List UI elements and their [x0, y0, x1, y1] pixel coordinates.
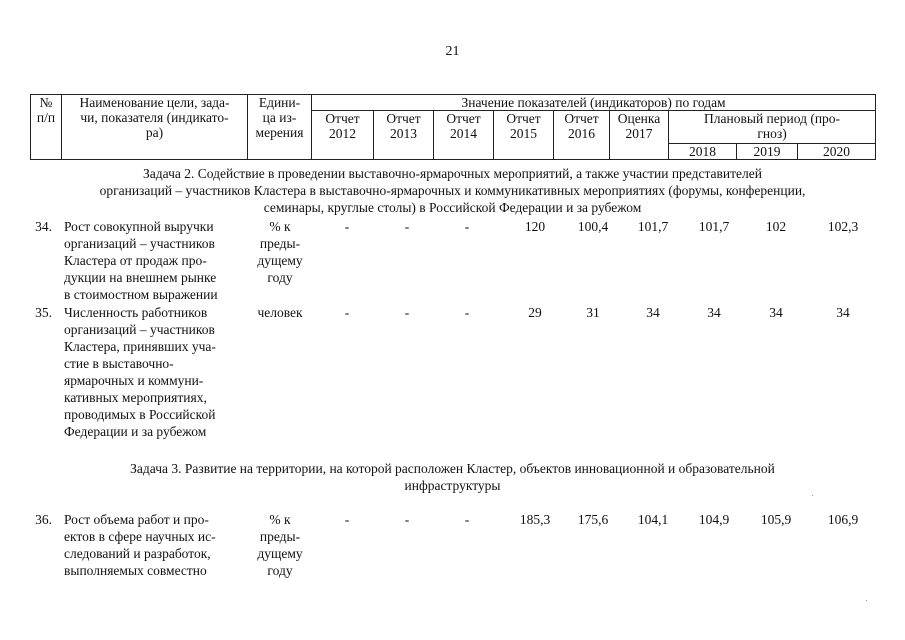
task-2-heading: Задача 2. Содействие в проведении выставочно-ярмарочных мероприятий, а также участии представителей организаций – участников Кластера в выставочно-ярмарочных и коммуникативных мероприятиях (форумы, конференции, семинары, круглые столы) в Российской Федерации и за рубежом	[99, 166, 806, 215]
value-2014: -	[464, 512, 470, 527]
row-indicator-name: Рост совокупной выручки организаций – участников Кластера от продаж про- дукции на внешнем рынке в стоимостном выражении	[64, 219, 218, 302]
row-number: 35.	[35, 305, 52, 320]
table-header	[30, 94, 876, 160]
header-year-2016: Отчет 2016	[554, 111, 610, 160]
row-number: 36.	[35, 512, 52, 527]
header-values-group: Значение показателей (индикаторов) по годам	[312, 95, 876, 111]
page-number: 21	[445, 44, 460, 59]
header-plan-2020: 2020	[798, 144, 876, 160]
value-2017: 101,7	[637, 219, 669, 234]
row-indicator-name: Рост объема работ и про- ектов в сфере научных ис- следований и разработок, выполняемых совместно	[64, 512, 216, 578]
value-2020: 106,9	[827, 512, 859, 527]
scan-speck	[866, 600, 867, 601]
header-plan-2019: 2019	[737, 144, 798, 160]
row-unit: человек	[257, 305, 303, 320]
value-2019: 102	[765, 219, 787, 234]
header-year-2012: Отчет 2012	[312, 111, 374, 160]
value-2013: -	[404, 305, 410, 320]
value-2019: 105,9	[760, 512, 792, 527]
header-number: № п/п	[31, 95, 62, 160]
value-2016: 31	[586, 305, 600, 320]
value-2015: 120	[524, 219, 546, 234]
value-2015: 29	[528, 305, 542, 320]
value-2012: -	[344, 219, 350, 234]
value-2018: 101,7	[698, 219, 730, 234]
value-2014: -	[464, 305, 470, 320]
row-number: 34.	[35, 219, 52, 234]
header-year-2014: Отчет 2014	[434, 111, 494, 160]
task-3-heading: Задача 3. Развитие на территории, на которой расположен Кластер, объектов инновационной и образовательной инфраструктуры	[130, 461, 775, 493]
value-2013: -	[404, 219, 410, 234]
value-2020: 102,3	[827, 219, 859, 234]
value-2013: -	[404, 512, 410, 527]
row-unit: % к преды- дущему году	[257, 219, 303, 285]
value-2018: 34	[707, 305, 721, 320]
value-2017: 104,1	[637, 512, 669, 527]
value-2017: 34	[646, 305, 660, 320]
row-unit: % к преды- дущему году	[257, 512, 303, 578]
value-2012: -	[344, 512, 350, 527]
row-indicator-name: Численность работников организаций – участников Кластера, принявших уча- стие в выставочно- ярмарочных и коммуни- кативных мероприятиях, проводимых в Российской Федерации и за рубежом	[64, 305, 216, 439]
value-2012: -	[344, 305, 350, 320]
header-name: Наименование цели, зада- чи, показателя (индикато- ра)	[62, 95, 248, 160]
header-year-2015: Отчет 2015	[494, 111, 554, 160]
value-2014: -	[464, 219, 470, 234]
header-year-2013: Отчет 2013	[374, 111, 434, 160]
value-2015: 185,3	[519, 512, 551, 527]
header-plan-2018: 2018	[669, 144, 737, 160]
scan-speck	[812, 495, 813, 496]
value-2019: 34	[769, 305, 783, 320]
value-2016: 100,4	[577, 219, 609, 234]
header-unit: Едини- ца из- мерения	[248, 95, 312, 160]
header-plan-period: Плановый период (про- гноз)	[669, 111, 876, 144]
value-2020: 34	[836, 305, 850, 320]
value-2018: 104,9	[698, 512, 730, 527]
header-year-2017: Оценка 2017	[610, 111, 669, 160]
value-2016: 175,6	[577, 512, 609, 527]
